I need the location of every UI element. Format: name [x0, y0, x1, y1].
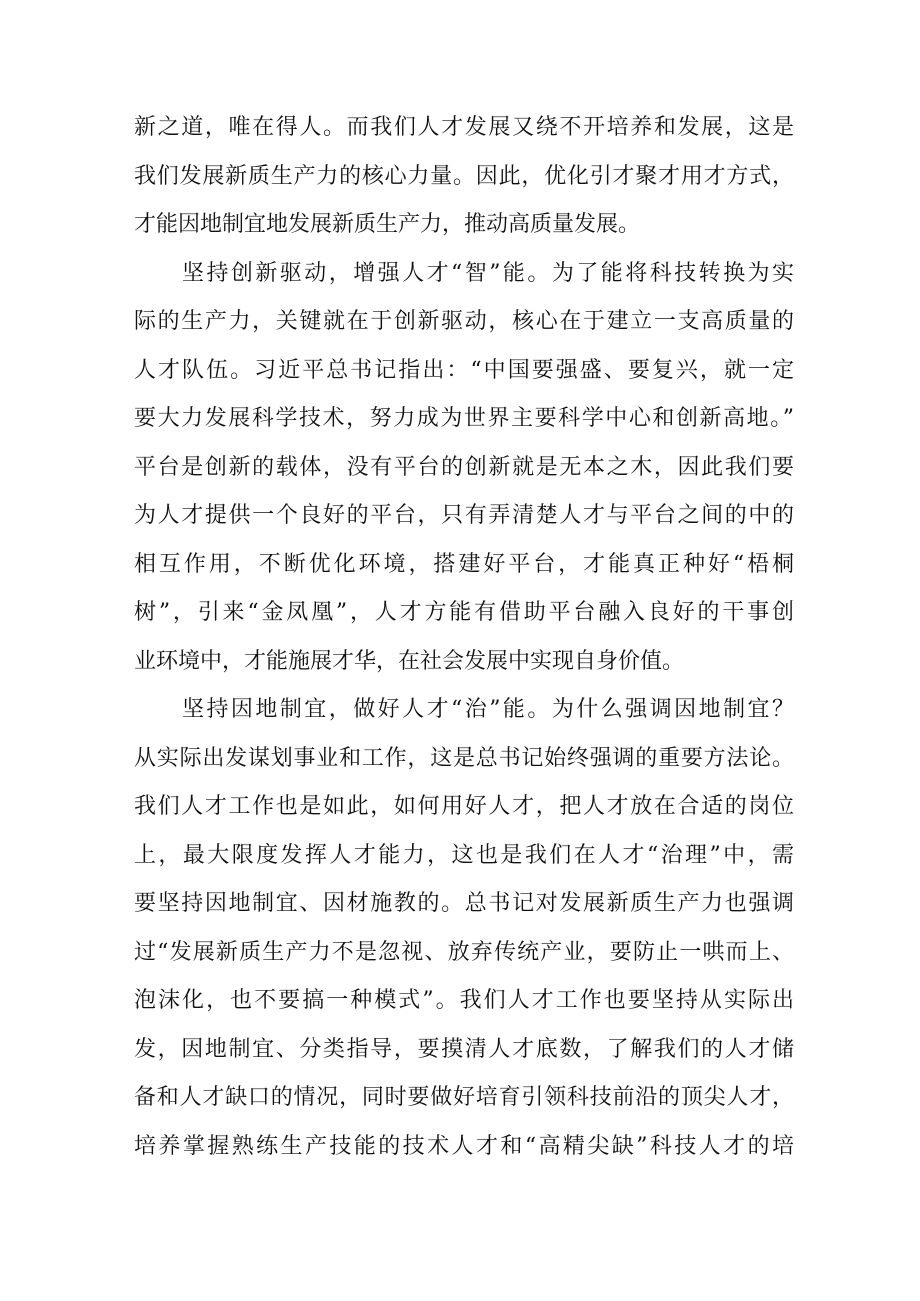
text-line: 上，最大限度发挥人才能力，这也是我们在人才“治理”中，需	[134, 842, 794, 868]
text-line: 要大力发展科学技术，努力成为世界主要科学中心和创新高地。”	[134, 406, 794, 431]
text-line: 培养掌握熟练生产技能的技术人才和“高精尖缺”科技人才的培	[134, 1133, 794, 1159]
paragraph	[134, 104, 794, 250]
text-line: 我们人才工作也是如此，如何用好人才，把人才放在合适的岗位	[134, 794, 794, 819]
document-body	[134, 104, 794, 1171]
text-line: 泡沫化，也不要搞一种模式”。我们人才工作也要坚持从实际出	[134, 988, 794, 1013]
text-line: 我们发展新质生产力的核心力量。因此，优化引才聚才用才方式，	[134, 163, 794, 189]
text-line: 际的生产力，关键就在于创新驱动，核心在于建立一支高质量的	[134, 309, 794, 334]
text-line: 才能因地制宜地发展新质生产力，推动高质量发展。	[134, 212, 641, 237]
paragraph	[134, 686, 794, 1171]
text-line: 树”，引来“金凤凰”，人才方能有借助平台融入良好的干事创	[134, 600, 794, 625]
text-line: 坚持创新驱动，增强人才“智”能。为了能将科技转换为实	[182, 260, 794, 286]
text-line: 新之道，唯在得人。而我们人才发展又绕不开培养和发展，这是	[134, 115, 794, 140]
text-line: 要坚持因地制宜、因材施教的。总书记对发展新质生产力也强调	[134, 891, 794, 916]
text-line: 备和人才缺口的情况，同时要做好培育引领科技前沿的顶尖人才，	[134, 1085, 794, 1110]
text-line: 业环境中，才能施展才华，在社会发展中实现自身价值。	[134, 648, 685, 674]
text-line: 从实际出发谋划事业和工作，这是总书记始终强调的重要方法论。	[134, 745, 794, 771]
text-line: 发，因地制宜、分类指导，要摸清人才底数，了解我们的人才储	[134, 1036, 794, 1062]
text-line: 人才队伍。习近平总书记指出：“中国要强盛、要复兴，就一定	[134, 357, 794, 383]
text-line: 坚持因地制宜，做好人才“治”能。为什么强调因地制宜？	[182, 697, 794, 722]
paragraph	[134, 250, 794, 687]
text-line: 为人才提供一个良好的平台，只有弄清楚人才与平台之间的中的	[134, 503, 794, 528]
text-line: 平台是创新的载体，没有平台的创新就是无本之木，因此我们要	[134, 454, 794, 480]
text-line: 相互作用，不断优化环境，搭建好平台，才能真正种好“梧桐	[134, 551, 794, 577]
text-line: 过“发展新质生产力不是忽视、放弃传统产业，要防止一哄而上、	[134, 939, 794, 965]
